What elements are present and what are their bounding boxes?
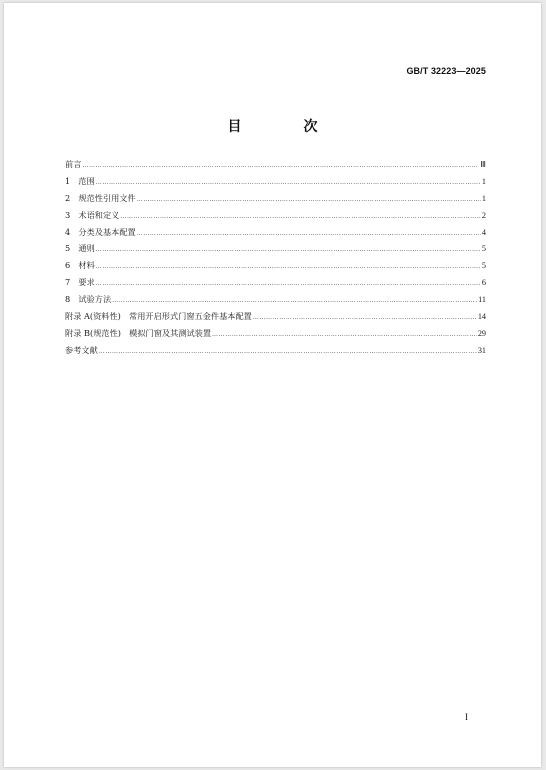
dot-leader [137,227,481,237]
toc-entry-page: 6 [481,278,486,288]
toc-entry-general[interactable] [65,243,486,260]
toc-entry-page: Ⅲ [480,160,486,169]
toc-entry-page: 11 [478,295,486,305]
toc-entry-label: 附录 B(规范性) 模拟门窗及其测试装置 [65,327,212,338]
toc-entry-label: 2 规范性引用文件 [65,192,136,203]
toc-entry-label: 附录 A(资料性) 常用开启形式门窗五金件基本配置 [65,311,252,322]
document-page [4,3,541,767]
toc-entry-scope[interactable] [65,176,486,193]
dot-leader [96,243,481,253]
dot-leader [96,277,481,287]
toc-entry-annex-a[interactable] [65,311,486,328]
dot-leader [96,176,481,186]
page-title: 目 次 [227,119,342,135]
dot-leader [99,345,477,355]
dot-leader [96,260,481,270]
toc-entry-page: 14 [477,312,486,322]
dot-leader [253,311,477,321]
toc-entry-label: 8 试验方法 [65,294,112,305]
standard-number: GB/T 32223—2025 [406,66,486,76]
dot-leader [137,193,481,203]
table-of-contents [65,159,486,362]
toc-entry-page: 1 [481,193,486,203]
toc-entry-label: 3 术语和定义 [65,209,120,220]
toc-entry-label: 1 范围 [65,175,95,186]
toc-entry-page: 2 [481,210,486,220]
toc-entry-label: 参考文献 [65,344,98,355]
toc-entry-page: 4 [481,227,486,237]
dot-leader [212,328,477,338]
dot-leader [120,210,481,220]
toc-entry-label: 前言 [65,159,82,169]
dot-leader [112,294,477,304]
toc-entry-page: 1 [481,176,486,186]
toc-entry-page: 5 [481,261,486,271]
toc-entry-materials[interactable] [65,260,486,277]
toc-entry-requirements[interactable] [65,277,486,294]
toc-entry-classification[interactable] [65,227,486,244]
toc-entry-label: 4 分类及基本配置 [65,226,136,237]
toc-entry-terms-definitions[interactable] [65,210,486,227]
toc-entry-page: 5 [481,244,486,254]
page-number: I [465,712,468,722]
toc-entry-label: 5 通则 [65,243,95,254]
toc-entry-bibliography[interactable] [65,345,486,362]
toc-entry-label: 7 要求 [65,277,95,288]
toc-entry-annex-b[interactable] [65,328,486,345]
toc-entry-label: 6 材料 [65,260,95,271]
toc-entry-foreword[interactable] [65,159,486,176]
toc-entry-normative-references[interactable] [65,193,486,210]
toc-entry-page: 31 [477,345,486,355]
toc-entry-page: 29 [477,328,486,338]
toc-entry-test-methods[interactable] [65,294,486,311]
dot-leader [82,159,479,169]
